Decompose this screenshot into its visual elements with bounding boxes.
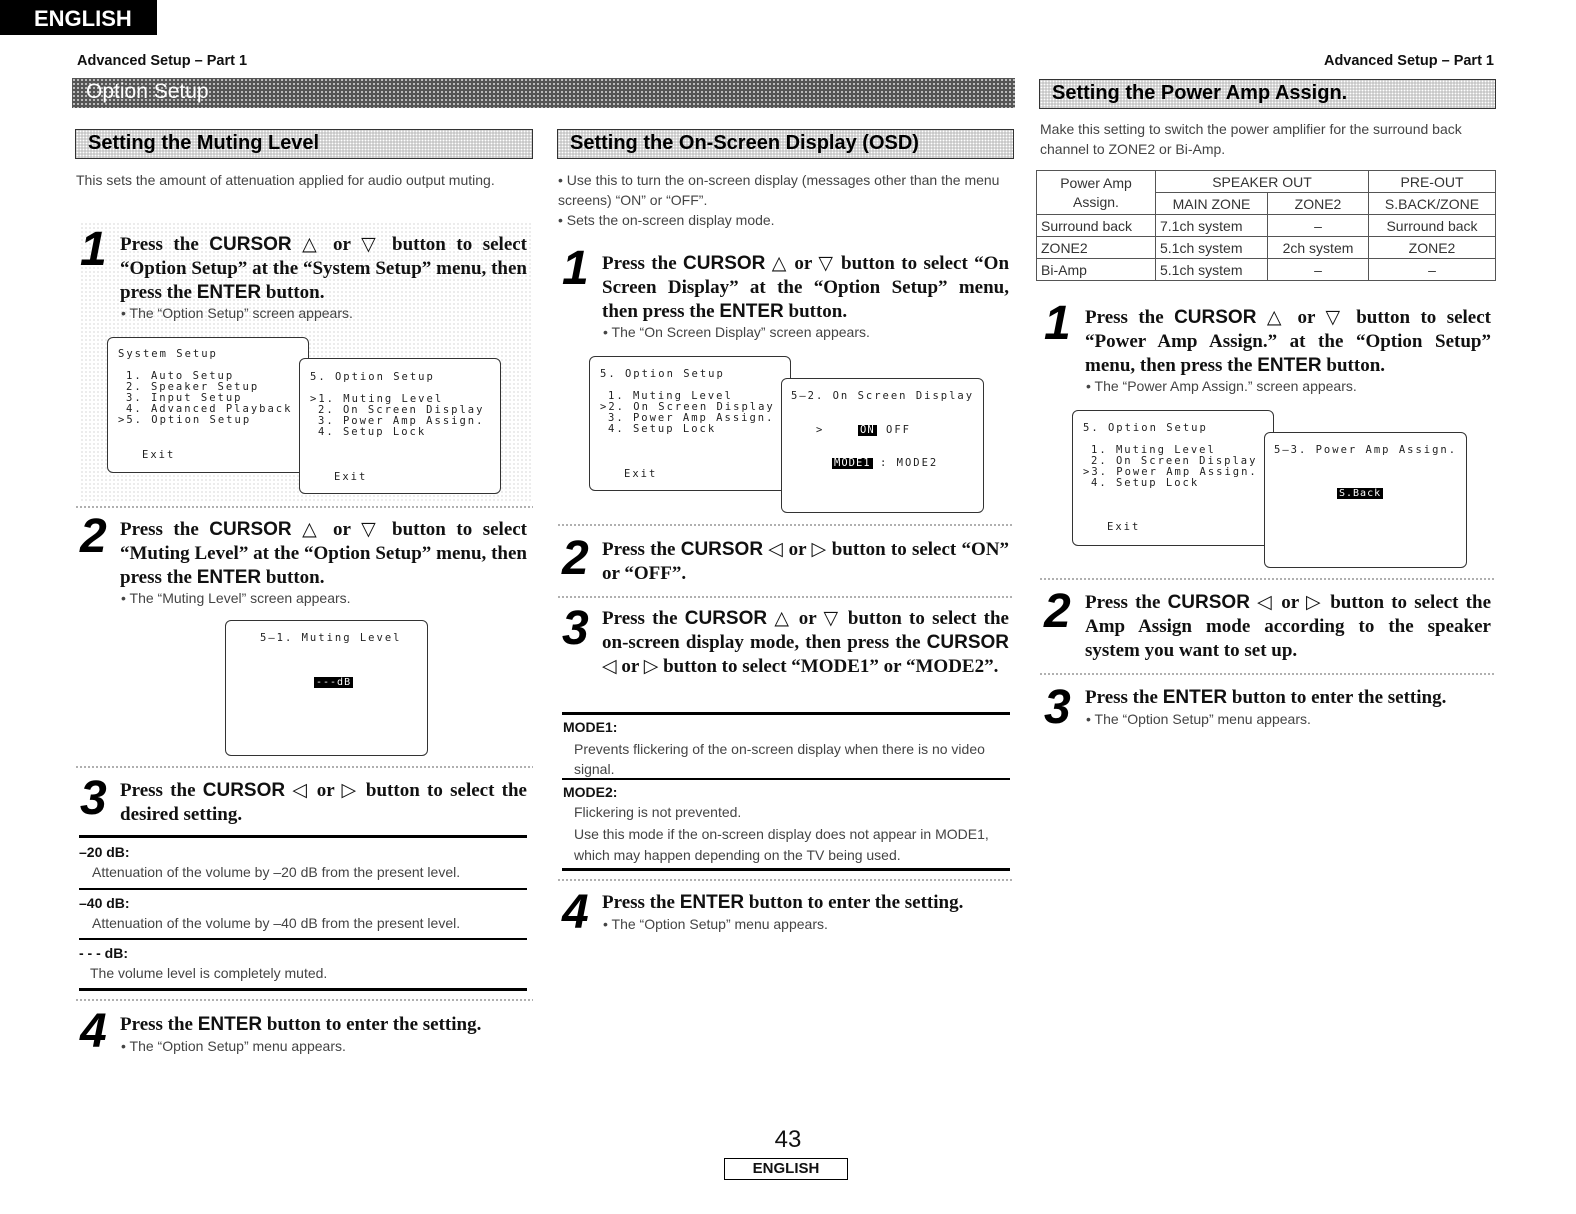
- def-term: –40 dB:: [79, 895, 130, 911]
- def-desc: Attenuation of the volume by –40 dB from the present level.: [92, 915, 461, 931]
- power-step3-number: 3: [1044, 681, 1071, 734]
- rule: [79, 888, 527, 890]
- def-desc: Flickering is not prevented.: [574, 804, 742, 820]
- option-setup-banner: [72, 78, 1015, 108]
- rule: [79, 938, 527, 940]
- osd-step3-text: Press the CURSOR △ or ▽ button to select the on-screen display mode, then press the CURSOR ◁ or ▷ button to select “MODE1” or “MODE2”.: [602, 608, 1009, 677]
- table-header: ZONE2: [1268, 193, 1369, 215]
- osd-step1-text: Press the CURSOR △ or ▽ button to select “On Screen Display” at the “Option Setup” menu, then press the ENTER button.: [602, 253, 1010, 322]
- separator: [75, 998, 533, 1002]
- muting-step3-number: 3: [80, 772, 107, 825]
- table-header: MAIN ZONE: [1156, 193, 1268, 215]
- power-step1-text: Press the CURSOR △ or ▽ button to select “Power Amp Assign.” at the “Option Setup” menu, then press the ENTER button.: [1085, 307, 1492, 376]
- osd-step1-number: 1: [562, 242, 589, 295]
- header-right-title: Advanced Setup – Part 1: [1323, 53, 1494, 69]
- muting-step2-number: 2: [80, 510, 107, 563]
- muting-step2-note: • The “Muting Level” screen appears.: [121, 590, 351, 606]
- power-step3-note: • The “Option Setup” menu appears.: [1086, 711, 1311, 727]
- rule: [79, 988, 527, 991]
- power-step2-number: 2: [1044, 585, 1071, 638]
- rule: [562, 712, 1010, 715]
- osd-step2-number: 2: [562, 532, 589, 585]
- osd-bullet-1: • Use this to turn the on-screen display (messages other than the menu screens) “ON” or “OFF”.: [558, 172, 1000, 208]
- rule: [79, 835, 527, 838]
- separator: [75, 505, 533, 509]
- separator: [75, 765, 533, 769]
- osd-section-title: [557, 129, 1014, 159]
- table-header: SPEAKER OUT: [1156, 171, 1369, 193]
- osd-step4-text: Press the ENTER button to enter the setting.: [602, 892, 964, 913]
- footer-language: ENGLISH: [724, 1158, 848, 1180]
- table-row: ZONE2 5.1ch system 2ch system ZONE2: [1037, 237, 1496, 259]
- osd-bullet-2: • Sets the on-screen display mode.: [558, 212, 775, 228]
- muting-step4-note: • The “Option Setup” menu appears.: [121, 1038, 346, 1054]
- banner-title: Option Setup: [86, 80, 209, 103]
- muting-level-screen: 5–1. Muting Level ---dB: [225, 620, 428, 756]
- power-step3-text: Press the ENTER button to enter the setting.: [1085, 687, 1447, 708]
- def-term: –20 dB:: [79, 844, 130, 860]
- rule: [562, 778, 1010, 780]
- power-intro: Make this setting to switch the power amplifier for the surround back channel to ZONE2 or Bi-Amp.: [1040, 121, 1462, 157]
- muting-step3-text: Press the CURSOR ◁ or ▷ button to select the desired setting.: [120, 780, 527, 825]
- osd-title-text: Setting the On-Screen Display (OSD): [570, 132, 919, 154]
- def-term: MODE1:: [563, 719, 618, 735]
- osd-step1-note: • The “On Screen Display” screen appears.: [603, 324, 870, 340]
- option-setup-screen-3: 5. Option Setup 1. Muting Level 2. On Screen Display >3. Power Amp Assign. 4. Setup Lock Exit: [1072, 410, 1274, 546]
- osd-step2-text: Press the CURSOR ◁ or ▷ button to select “ON” or “OFF”.: [602, 539, 1009, 584]
- muting-step4-text: Press the ENTER button to enter the setting.: [120, 1014, 482, 1035]
- option-setup-screen-1: 5. Option Setup >1. Muting Level 2. On Screen Display 3. Power Amp Assign. 4. Setup Lock Exit: [299, 358, 501, 494]
- power-step2-text: Press the CURSOR ◁ or ▷ button to select the Amp Assign mode according to the speaker system you want to set up.: [1085, 592, 1492, 661]
- table-row: Surround back 7.1ch system – Surround back: [1037, 215, 1496, 237]
- separator: [557, 878, 1014, 882]
- power-amp-table: [1036, 170, 1496, 281]
- muting-step1-number: 1: [80, 223, 107, 276]
- power-section-title: [1039, 79, 1496, 109]
- def-term: - - - dB:: [79, 945, 128, 961]
- def-term: MODE2:: [563, 784, 618, 800]
- table-header: Power Amp Assign.: [1037, 171, 1156, 215]
- muting-title-text: Setting the Muting Level: [88, 132, 320, 154]
- def-desc: The volume level is completely muted.: [90, 965, 328, 981]
- language-tab: ENGLISH: [0, 0, 157, 35]
- power-step1-number: 1: [1044, 297, 1071, 350]
- table-header: S.BACK/ZONE: [1369, 193, 1496, 215]
- rule: [562, 868, 1010, 871]
- page-number: 43: [774, 1126, 802, 1153]
- header-left-title: Advanced Setup – Part 1: [77, 53, 248, 69]
- muting-step2-text: Press the CURSOR △ or ▽ button to select “Muting Level” at the “Option Setup” menu, then press the ENTER button.: [120, 519, 528, 588]
- power-amp-assign-screen: 5–3. Power Amp Assign. S.Back: [1264, 432, 1467, 568]
- separator: [1039, 672, 1496, 676]
- system-setup-screen: System Setup 1. Auto Setup 2. Speaker Setup 3. Input Setup 4. Advanced Playback >5. Option Setup Exit: [107, 337, 309, 473]
- muting-step4-number: 4: [80, 1005, 107, 1058]
- power-step1-note: • The “Power Amp Assign.” screen appears.: [1086, 378, 1357, 394]
- separator: [1039, 577, 1496, 581]
- muting-intro: This sets the amount of attenuation applied for audio output muting.: [76, 172, 495, 188]
- table-row: Bi-Amp 5.1ch system – –: [1037, 259, 1496, 281]
- osd-step4-number: 4: [562, 886, 589, 939]
- muting-section-title: [75, 129, 533, 159]
- osd-step3-number: 3: [562, 602, 589, 655]
- def-desc: Prevents flickering of the on-screen display when there is no video signal.: [574, 741, 985, 777]
- power-title-text: Setting the Power Amp Assign.: [1052, 82, 1348, 104]
- separator: [557, 595, 1014, 599]
- muting-step1-note: • The “Option Setup” screen appears.: [121, 305, 353, 321]
- option-setup-screen-2: 5. Option Setup 1. Muting Level >2. On Screen Display 3. Power Amp Assign. 4. Setup Lock Exit: [589, 356, 791, 491]
- def-desc: Attenuation of the volume by –20 dB from the present level.: [92, 864, 461, 880]
- on-screen-display-screen: 5–2. On Screen Display > ON OFF MODE1 : MODE2: [781, 378, 984, 513]
- table-header: PRE-OUT: [1369, 171, 1496, 193]
- separator: [557, 523, 1014, 527]
- def-desc: Use this mode if the on-screen display does not appear in MODE1, which may happen depending on the TV being used.: [574, 826, 989, 863]
- muting-step1-text: Press the CURSOR △ or ▽ button to select “Option Setup” at the “System Setup” menu, then press the ENTER button.: [120, 234, 528, 303]
- osd-step4-note: • The “Option Setup” menu appears.: [603, 916, 828, 932]
